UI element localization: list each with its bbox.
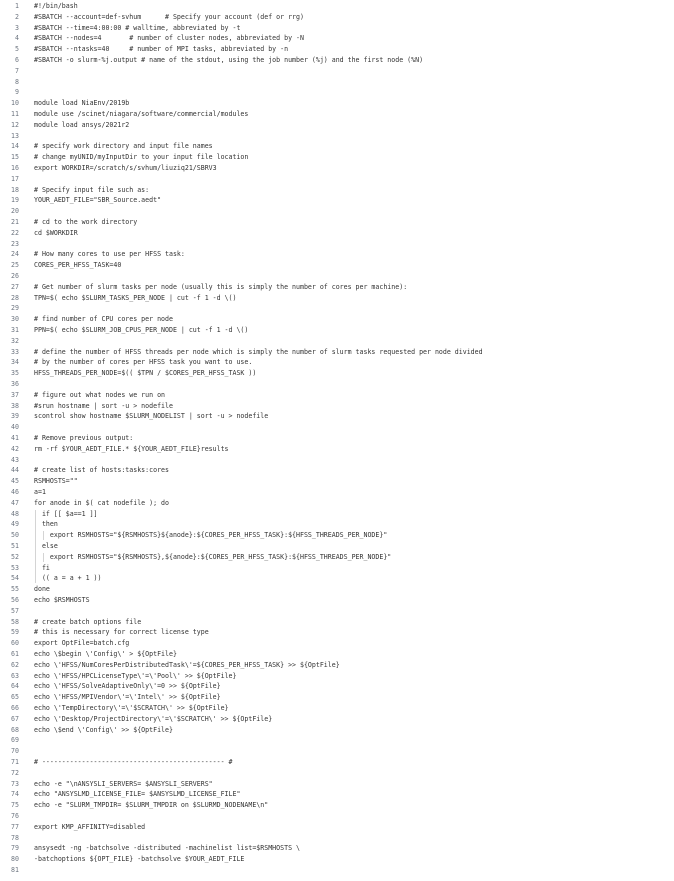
- code-line[interactable]: [0, 595, 674, 606]
- line-number: 29: [11, 304, 19, 313]
- line-number: 43: [11, 455, 19, 464]
- code-line[interactable]: [0, 368, 674, 379]
- code-line[interactable]: [0, 422, 674, 433]
- line-text: HFSS_THREADS_PER_NODE=$(( $TPN / $CORES_PER_HFSS_TASK )): [34, 369, 257, 378]
- line-text: #SBATCH --account=def-svhum # Specify your account (def or rrg): [34, 12, 304, 21]
- code-line[interactable]: [0, 703, 674, 714]
- line-text: # by the number of cores per HFSS task you want to use.: [34, 358, 253, 367]
- code-line[interactable]: [0, 411, 674, 422]
- code-line[interactable]: [0, 725, 674, 736]
- line-number: 62: [11, 660, 19, 669]
- line-text: for anode in $( cat nodefile ); do: [34, 498, 169, 507]
- line-number: 3: [15, 23, 19, 32]
- line-number: 26: [11, 272, 19, 280]
- line-text: echo \'HFSS/SolveAdaptiveOnly\'=0 >> ${OptFile}: [34, 682, 221, 691]
- line-number: 75: [11, 801, 19, 810]
- line-text: RSMHOSTS="": [34, 477, 78, 486]
- code-line[interactable]: [0, 768, 674, 779]
- line-number: 47: [11, 498, 19, 507]
- line-number: 44: [11, 466, 19, 475]
- line-text: # How many cores to use per HFSS task:: [34, 250, 185, 259]
- code-line[interactable]: [0, 541, 674, 552]
- line-text: echo \'Desktop/ProjectDirectory\'=\'$SCRATCH\' >> ${OptFile}: [34, 714, 273, 723]
- code-line[interactable]: [0, 23, 674, 34]
- code-line[interactable]: [0, 638, 674, 649]
- line-text: echo \'HFSS/HPCLicenseType\'=\'Pool\' >> ${OptFile}: [34, 671, 237, 680]
- indent-guide: [35, 510, 36, 584]
- line-number: 25: [11, 261, 19, 270]
- code-line[interactable]: [0, 379, 674, 390]
- line-text: export RSMHOSTS="${RSMHOSTS},${anode}:${CORES_PER_HFSS_TASK}:${HFSS_THREADS_PER_NODE}": [34, 552, 392, 561]
- line-number: 60: [11, 639, 19, 648]
- line-text: # change myUNID/myInputDir to your input file location: [34, 153, 249, 162]
- line-number: 13: [11, 131, 19, 140]
- line-text: # specify work directory and input file names: [34, 142, 213, 151]
- line-number: 77: [11, 822, 19, 831]
- code-line[interactable]: [0, 1, 674, 12]
- line-text: echo "ANSYSLMD_LICENSE_FILE= $ANSYSLMD_LICENSE_FILE": [34, 790, 241, 799]
- line-number: 37: [11, 390, 19, 399]
- line-number: 61: [11, 650, 19, 658]
- line-text: # find number of CPU cores per node: [34, 315, 173, 324]
- code-line[interactable]: [0, 757, 674, 768]
- code-line[interactable]: [0, 573, 674, 584]
- line-number: 51: [11, 542, 19, 550]
- code-line[interactable]: [0, 120, 674, 131]
- line-text: ansysedt -ng -batchsolve -distributed -machinelist list=$RSMHOSTS \: [34, 844, 300, 853]
- line-number: 9: [15, 88, 19, 97]
- line-number: 39: [11, 412, 19, 421]
- code-line[interactable]: [0, 314, 674, 325]
- code-line[interactable]: [0, 239, 674, 250]
- line-text: scontrol show hostname $SLURM_NODELIST | sort -u > nodefile: [34, 412, 269, 421]
- line-text: done: [34, 585, 50, 594]
- line-text: # figure out what nodes we run on: [34, 390, 166, 399]
- line-text: YOUR_AEDT_FILE="SBR_Source.aedt": [34, 196, 162, 205]
- line-number: 11: [11, 110, 19, 118]
- code-line[interactable]: [0, 44, 674, 55]
- code-line[interactable]: [0, 271, 674, 282]
- line-number: 32: [11, 336, 19, 345]
- line-number: 14: [11, 142, 19, 151]
- code-line[interactable]: [0, 692, 674, 703]
- code-line[interactable]: [0, 185, 674, 196]
- code-line[interactable]: [0, 487, 674, 498]
- line-text: export OptFile=batch.cfg: [34, 639, 130, 648]
- line-number: 36: [11, 380, 19, 388]
- code-line[interactable]: [0, 854, 674, 865]
- code-line[interactable]: [0, 465, 674, 476]
- line-number: 1: [15, 2, 19, 10]
- code-line[interactable]: [0, 347, 674, 358]
- line-number: 40: [11, 423, 19, 432]
- line-number: 17: [11, 174, 19, 183]
- code-line[interactable]: [0, 552, 674, 563]
- line-number: 16: [11, 164, 19, 172]
- line-number: 68: [11, 725, 19, 734]
- code-line[interactable]: [0, 282, 674, 293]
- line-number: 65: [11, 693, 19, 702]
- line-number: 22: [11, 228, 19, 237]
- line-number: 33: [11, 347, 19, 356]
- code-line[interactable]: [0, 498, 674, 509]
- code-line[interactable]: [0, 584, 674, 595]
- line-number: 63: [11, 671, 19, 680]
- code-line[interactable]: [0, 98, 674, 109]
- code-line[interactable]: [0, 131, 674, 142]
- code-line[interactable]: [0, 325, 674, 336]
- line-number: 67: [11, 714, 19, 723]
- line-text: export WORKDIR=/scratch/s/svhum/liuziq21/SBRV3: [34, 164, 217, 172]
- code-line[interactable]: [0, 163, 674, 174]
- line-number: 78: [11, 833, 19, 842]
- line-number: 30: [11, 315, 19, 324]
- line-text: echo \'TempDirectory\'=\'$SCRATCH\' >> ${OptFile}: [34, 704, 229, 712]
- line-number: 54: [11, 574, 19, 583]
- code-line[interactable]: [0, 617, 674, 628]
- line-number: 58: [11, 617, 19, 626]
- line-number: 70: [11, 747, 19, 756]
- code-line[interactable]: [0, 141, 674, 152]
- code-line[interactable]: [0, 77, 674, 88]
- code-line[interactable]: [0, 109, 674, 120]
- line-text: #SBATCH --ntasks=40 # number of MPI tasks, abbreviated by -n: [34, 45, 289, 54]
- line-number: 73: [11, 779, 19, 788]
- line-number: 57: [11, 606, 19, 615]
- code-line[interactable]: [0, 671, 674, 682]
- line-number: 50: [11, 531, 19, 540]
- code-line[interactable]: [0, 444, 674, 455]
- code-line[interactable]: [0, 800, 674, 811]
- code-line[interactable]: [0, 217, 674, 228]
- line-text: fi: [34, 563, 50, 572]
- code-line[interactable]: [0, 865, 674, 876]
- line-number: 64: [11, 682, 19, 691]
- line-number: 7: [15, 66, 19, 75]
- code-line[interactable]: [0, 293, 674, 304]
- code-line[interactable]: [0, 336, 674, 347]
- code-line[interactable]: [0, 303, 674, 314]
- code-line[interactable]: [0, 563, 674, 574]
- line-number: 20: [11, 207, 19, 216]
- code-line[interactable]: [0, 627, 674, 638]
- line-text: a=1: [34, 488, 46, 496]
- line-text: (( a = a + 1 )): [34, 574, 102, 583]
- code-line[interactable]: [0, 714, 674, 725]
- line-number: 74: [11, 790, 19, 799]
- line-number: 15: [11, 153, 19, 162]
- line-text: # Specify input file such as:: [34, 185, 150, 194]
- code-line[interactable]: [0, 530, 674, 541]
- code-line[interactable]: [0, 509, 674, 520]
- line-number: 10: [11, 99, 19, 108]
- line-text: #SBATCH --nodes=4 # number of cluster nodes, abbreviated by -N: [34, 34, 304, 43]
- line-number: 72: [11, 768, 19, 777]
- line-number: 6: [15, 56, 19, 64]
- line-number: 66: [11, 704, 19, 712]
- code-line[interactable]: [0, 606, 674, 617]
- code-line[interactable]: [0, 228, 674, 239]
- code-line[interactable]: [0, 811, 674, 822]
- line-text: PPN=$( echo $SLURM_JOB_CPUS_PER_NODE | cut -f 1 -d \(): [34, 326, 249, 334]
- line-text: module use /scinet/niagara/software/commercial/modules: [34, 110, 249, 118]
- line-number: 48: [11, 509, 19, 518]
- code-line[interactable]: [0, 455, 674, 466]
- line-number: 21: [11, 218, 19, 226]
- code-line[interactable]: [0, 833, 674, 844]
- line-number: 80: [11, 855, 19, 864]
- line-number: 31: [11, 326, 19, 334]
- line-text: # this is necessary for correct license type: [34, 628, 209, 637]
- line-text: #srun hostname | sort -u > nodefile: [34, 401, 173, 410]
- code-line[interactable]: [0, 649, 674, 660]
- code-line[interactable]: [0, 401, 674, 412]
- indent-guide: [43, 531, 44, 540]
- line-number: 71: [11, 758, 19, 766]
- line-number: 41: [11, 434, 19, 442]
- code-line[interactable]: [0, 746, 674, 757]
- line-number: 46: [11, 488, 19, 496]
- code-line[interactable]: [0, 152, 674, 163]
- code-line[interactable]: [0, 249, 674, 260]
- line-number: 5: [15, 45, 19, 54]
- line-text: echo \'HFSS/NumCoresPerDistributedTask\'=${CORES_PER_HFSS_TASK} >> ${OptFile}: [34, 660, 340, 669]
- line-text: # ---------------------------------------------- #: [34, 758, 233, 766]
- code-line[interactable]: [0, 843, 674, 854]
- code-line[interactable]: [0, 789, 674, 800]
- line-text: export RSMHOSTS="${RSMHOSTS}${anode}:${CORES_PER_HFSS_TASK}:${HFSS_THREADS_PER_NODE}": [34, 531, 388, 540]
- code-line[interactable]: [0, 66, 674, 77]
- line-number: 55: [11, 585, 19, 594]
- line-text: export KMP_AFFINITY=disabled: [34, 822, 146, 831]
- line-number: 24: [11, 250, 19, 259]
- line-text: echo -e "\nANSYSLI_SERVERS= $ANSYSLI_SERVERS": [34, 779, 213, 788]
- line-number: 76: [11, 812, 19, 820]
- code-line[interactable]: [0, 519, 674, 530]
- code-line[interactable]: [0, 822, 674, 833]
- line-number: 38: [11, 401, 19, 410]
- code-line[interactable]: [0, 206, 674, 217]
- line-text: else: [34, 542, 58, 550]
- code-line[interactable]: [0, 55, 674, 66]
- indent-guide: [43, 553, 44, 562]
- code-line[interactable]: [0, 390, 674, 401]
- line-number: 18: [11, 185, 19, 194]
- line-text: module load ansys/2021r2: [34, 120, 130, 129]
- line-text: echo \$begin \'Config\' > ${OptFile}: [34, 650, 177, 658]
- code-line[interactable]: [0, 779, 674, 790]
- code-line[interactable]: [0, 33, 674, 44]
- line-number: 45: [11, 477, 19, 486]
- code-line[interactable]: [0, 12, 674, 23]
- code-line[interactable]: [0, 174, 674, 185]
- line-number: 49: [11, 520, 19, 529]
- line-number: 79: [11, 844, 19, 853]
- line-number: 81: [11, 866, 19, 874]
- line-text: # create list of hosts:tasks:cores: [34, 466, 169, 475]
- line-number: 8: [15, 77, 19, 86]
- line-text: # cd to the work directory: [34, 218, 138, 226]
- line-text: echo \$end \'Config\' >> ${OptFile}: [34, 725, 173, 734]
- line-text: module load NiaEnv/2019b: [34, 99, 130, 108]
- line-text: CORES_PER_HFSS_TASK=40: [34, 261, 122, 270]
- code-line[interactable]: [0, 87, 674, 98]
- line-number: 35: [11, 369, 19, 378]
- line-text: echo \'HFSS/MPIVendor\'=\'Intel\' >> ${OptFile}: [34, 693, 221, 702]
- line-number: 53: [11, 563, 19, 572]
- code-line[interactable]: [0, 476, 674, 487]
- line-number: 34: [11, 358, 19, 367]
- line-number: 4: [15, 34, 19, 43]
- line-number: 19: [11, 196, 19, 205]
- code-line[interactable]: [0, 260, 674, 271]
- line-text: then: [34, 520, 58, 529]
- code-line[interactable]: [0, 195, 674, 206]
- line-number: 23: [11, 239, 19, 248]
- line-number: 2: [15, 12, 19, 21]
- line-number: 52: [11, 552, 19, 561]
- line-text: #SBATCH --time=4:00:00 # walltime, abbreviated by -t: [34, 23, 241, 32]
- line-text: if [[ $a==1 ]]: [34, 509, 98, 518]
- line-number: 42: [11, 444, 19, 453]
- line-text: # Remove previous output:: [34, 434, 134, 442]
- line-text: cd $WORKDIR: [34, 228, 78, 237]
- line-text: # create batch options file: [34, 617, 142, 626]
- code-line[interactable]: [0, 681, 674, 692]
- code-line[interactable]: [0, 660, 674, 671]
- line-text: #!/bin/bash: [34, 2, 78, 10]
- line-number: 27: [11, 282, 19, 291]
- line-text: -batchoptions ${OPT_FILE} -batchsolve $YOUR_AEDT_FILE: [34, 855, 245, 864]
- line-number: 69: [11, 736, 19, 745]
- line-number: 56: [11, 596, 19, 604]
- line-number: 59: [11, 628, 19, 637]
- code-line[interactable]: [0, 433, 674, 444]
- code-line[interactable]: [0, 357, 674, 368]
- line-text: #SBATCH -o slurm-%j.output # name of the stdout, using the job number (%j) and the first node (%N): [34, 56, 424, 64]
- line-text: echo -e "SLURM_TMPDIR= $SLURM_TMPDIR on $SLURMD_NODENAME\n": [34, 801, 269, 810]
- line-text: # Get number of slurm tasks per node (usually this is simply the number of cores per machine):: [34, 282, 408, 291]
- line-number: 28: [11, 293, 19, 302]
- line-text: echo $RSMHOSTS: [34, 596, 90, 604]
- line-text: # define the number of HFSS threads per node which is simply the number of slurm tasks requested per node divided: [34, 347, 483, 356]
- line-text: TPN=$( echo $SLURM_TASKS_PER_NODE | cut -f 1 -d \(): [34, 293, 237, 302]
- line-text: rm -rf $YOUR_AEDT_FILE.* ${YOUR_AEDT_FILE}results: [34, 444, 229, 453]
- line-number: 12: [11, 120, 19, 129]
- code-line[interactable]: [0, 735, 674, 746]
